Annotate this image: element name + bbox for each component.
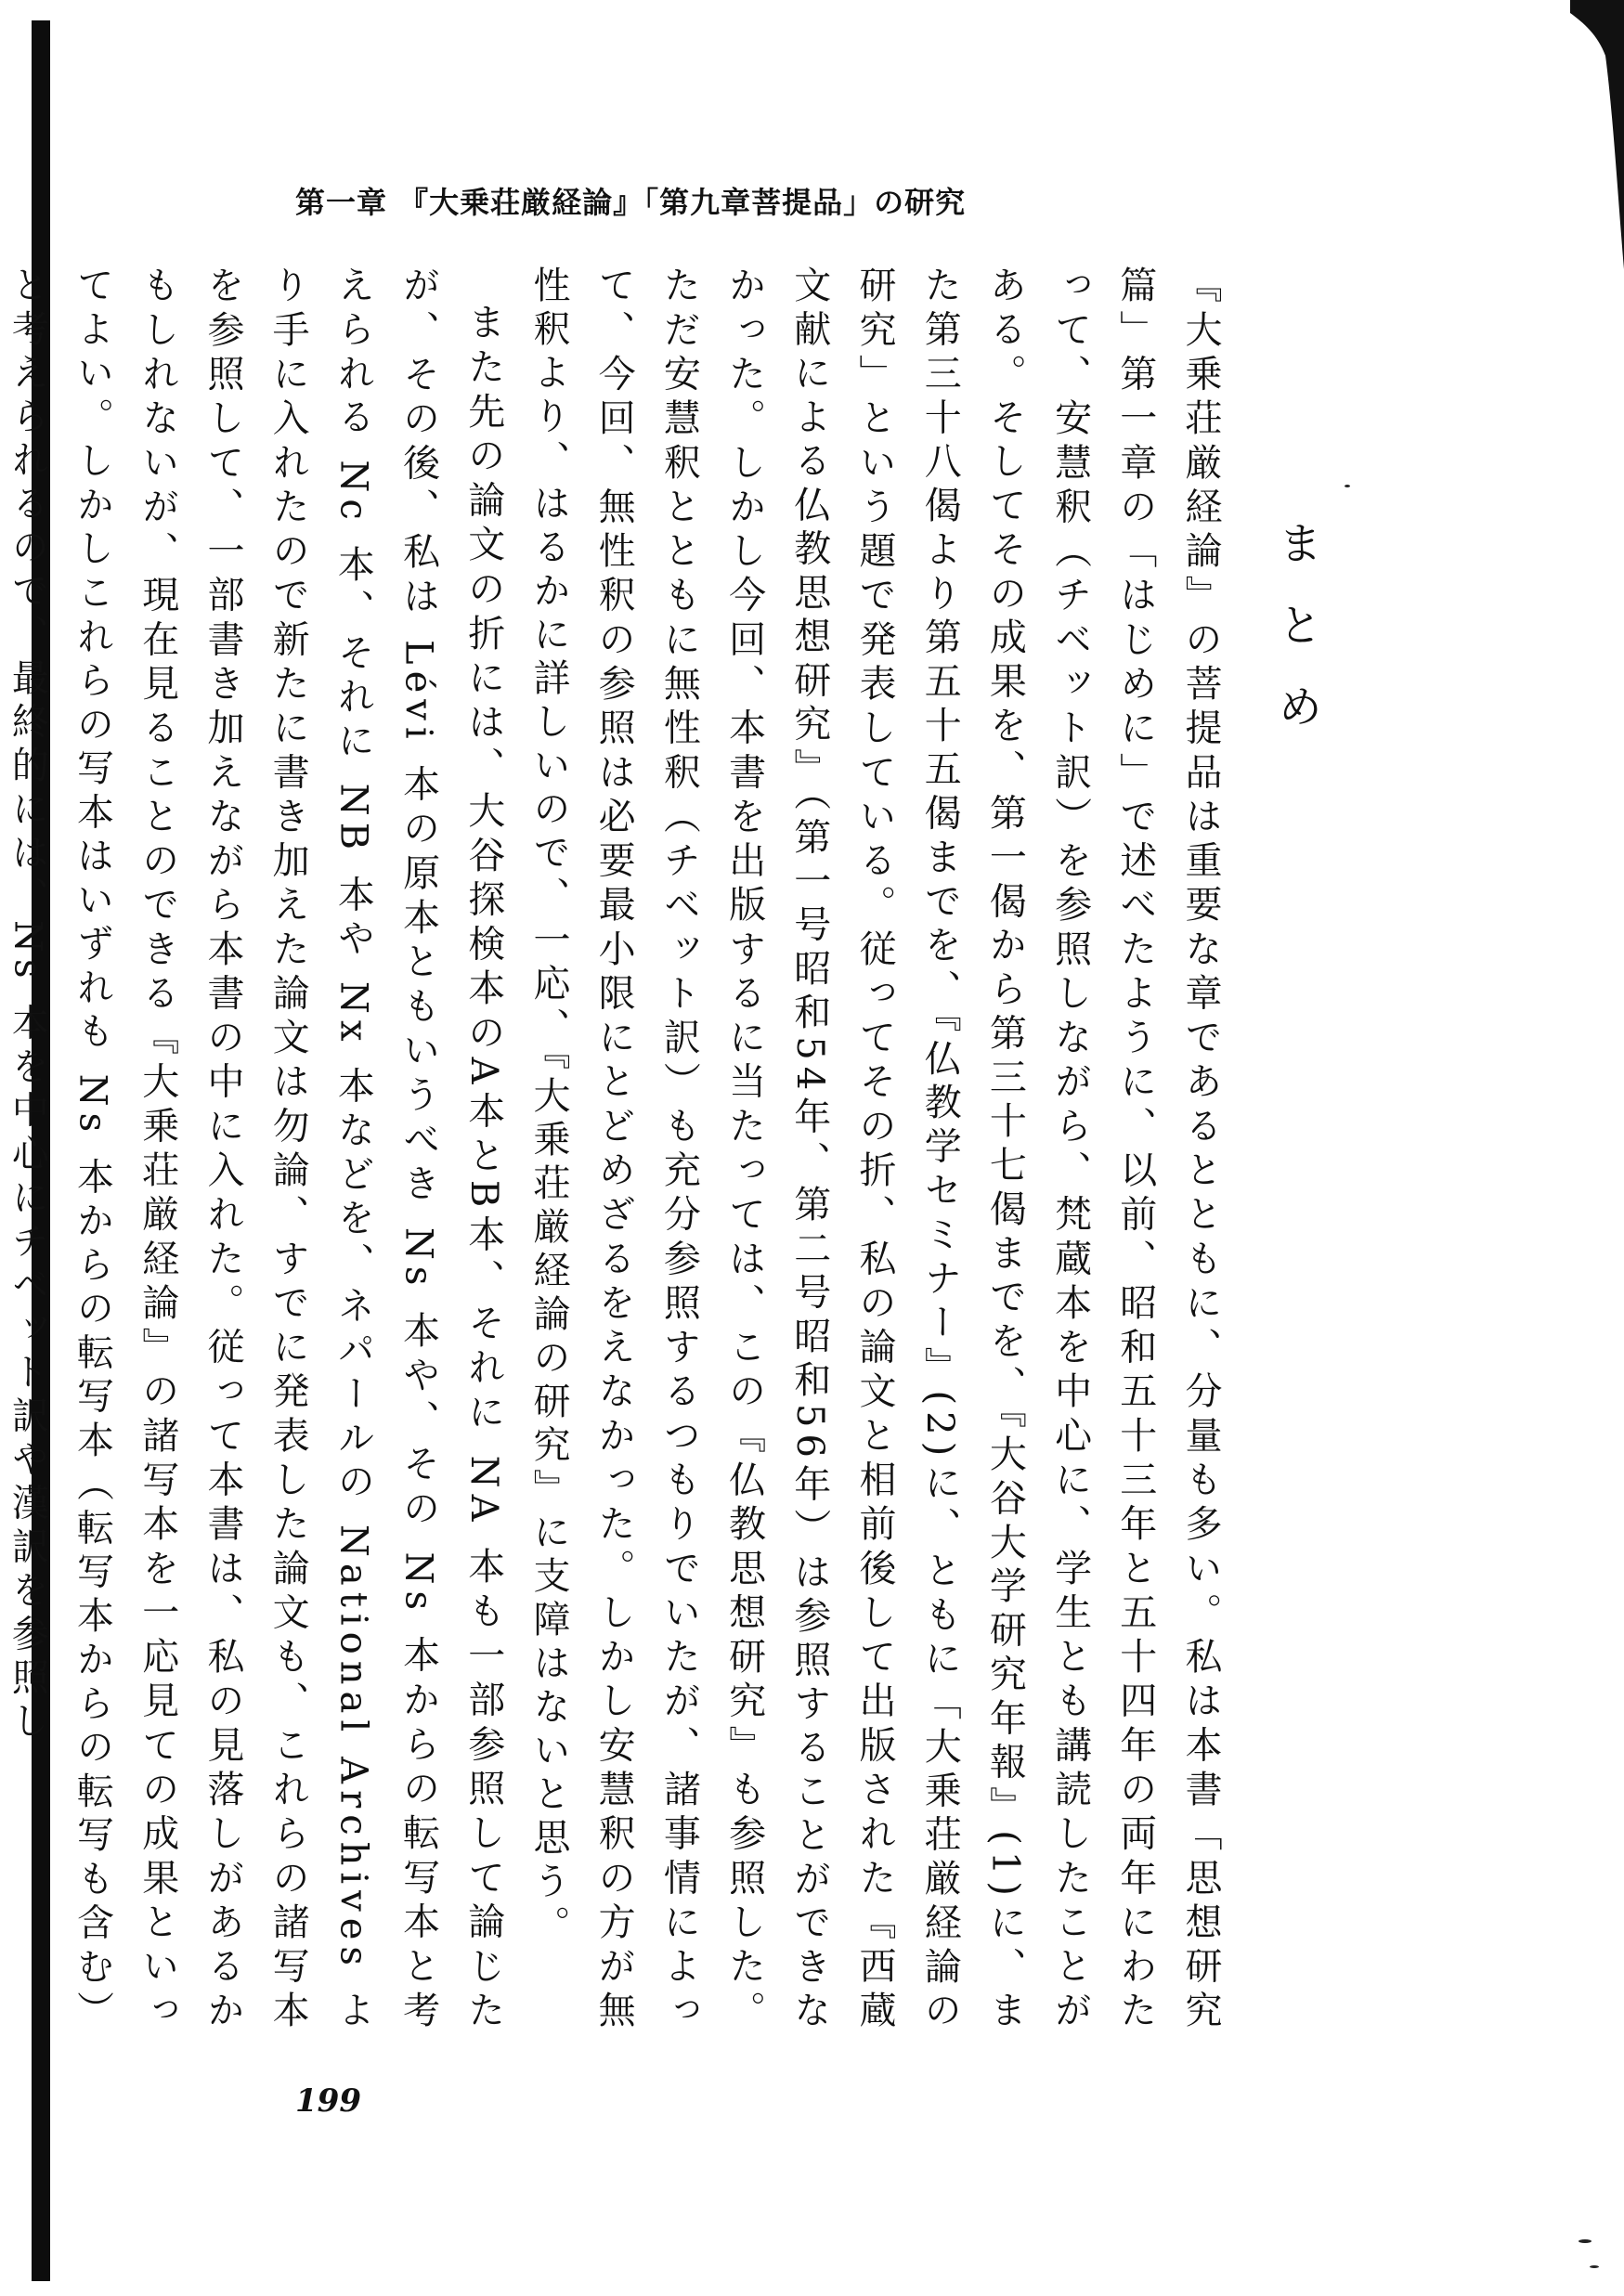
- main-body-text: [6, 266, 1233, 2034]
- section-title: まとめ: [1270, 520, 1322, 765]
- page-corner-shadow: [1570, 0, 1624, 269]
- paragraph: また先の論文の折には、大谷探検本のA本とB本、それに NA 本も一部参照して論じたが、その後、私は Lévi 本の原本ともいうべき Ns 本や、その Ns 本からの転写本と考えられる Nc 本、それに NB 本や Nx 本などを、ネパールの National Archives より手に入れたので新たに書き加えた論文は勿論、すでに発表した論文も、これらの諸写本を参照して、一部書き加えながら本書の中に入れた。従って本書は、私の見落しがあるかもしれないが、現在見ることのできる『大乗荘厳経論』の諸写本を一応見ての成果といってよい。しかしこれらの写本はいずれも Ns 本からの転写本（転写本からの転写も含む）と考えられるので、最終的には、Ns 本を中心にチベット訳や漢訳を参照し: [6, 266, 505, 2034]
- running-head: 第一章 『大乗荘厳経論』「第九章菩提品」の研究: [295, 185, 967, 220]
- paragraph: 『大乗荘厳経論』の菩提品は重要な章であるとともに、分量も多い。私は本書「思想研究篇」第一章の「はじめに」で述べたように、以前、昭和五十三年と五十四年の両年にわたって、安慧釈（チベット訳）を参照しながら、梵蔵本を中心に、学生とも講読したことがある。そしてその成果を、第一偈から第三十七偈までを、『大谷大学研究年報』(1)に、また第三十八偈より第五十五偈までを、『仏教学セミナー』(2)に、ともに「大乗荘厳経論の研究」という題で発表している。従ってその折、私の論文と相前後して出版された『西蔵文献による仏教思想研究』（第一号昭和54年、第二号昭和56年）は参照することができなかった。しかし今回、本書を出版するに当たっては、この『仏教思想研究』も参照した。ただ安慧釈とともに無性釈（チベット訳）も充分参照するつもりでいたが、諸事情によって、今回、無性釈の参照は必要最小限にとどめざるをえなかった。しかし安慧釈の方が無性釈より、はるかに詳しいので、一応、『大乗荘厳経論の研究』に支障はないと思う。: [526, 266, 1222, 2034]
- scan-speck: [1579, 2239, 1592, 2243]
- scan-speck: [1590, 2265, 1599, 2268]
- scan-speck: [1345, 485, 1350, 487]
- page-number: 199: [295, 2082, 361, 2120]
